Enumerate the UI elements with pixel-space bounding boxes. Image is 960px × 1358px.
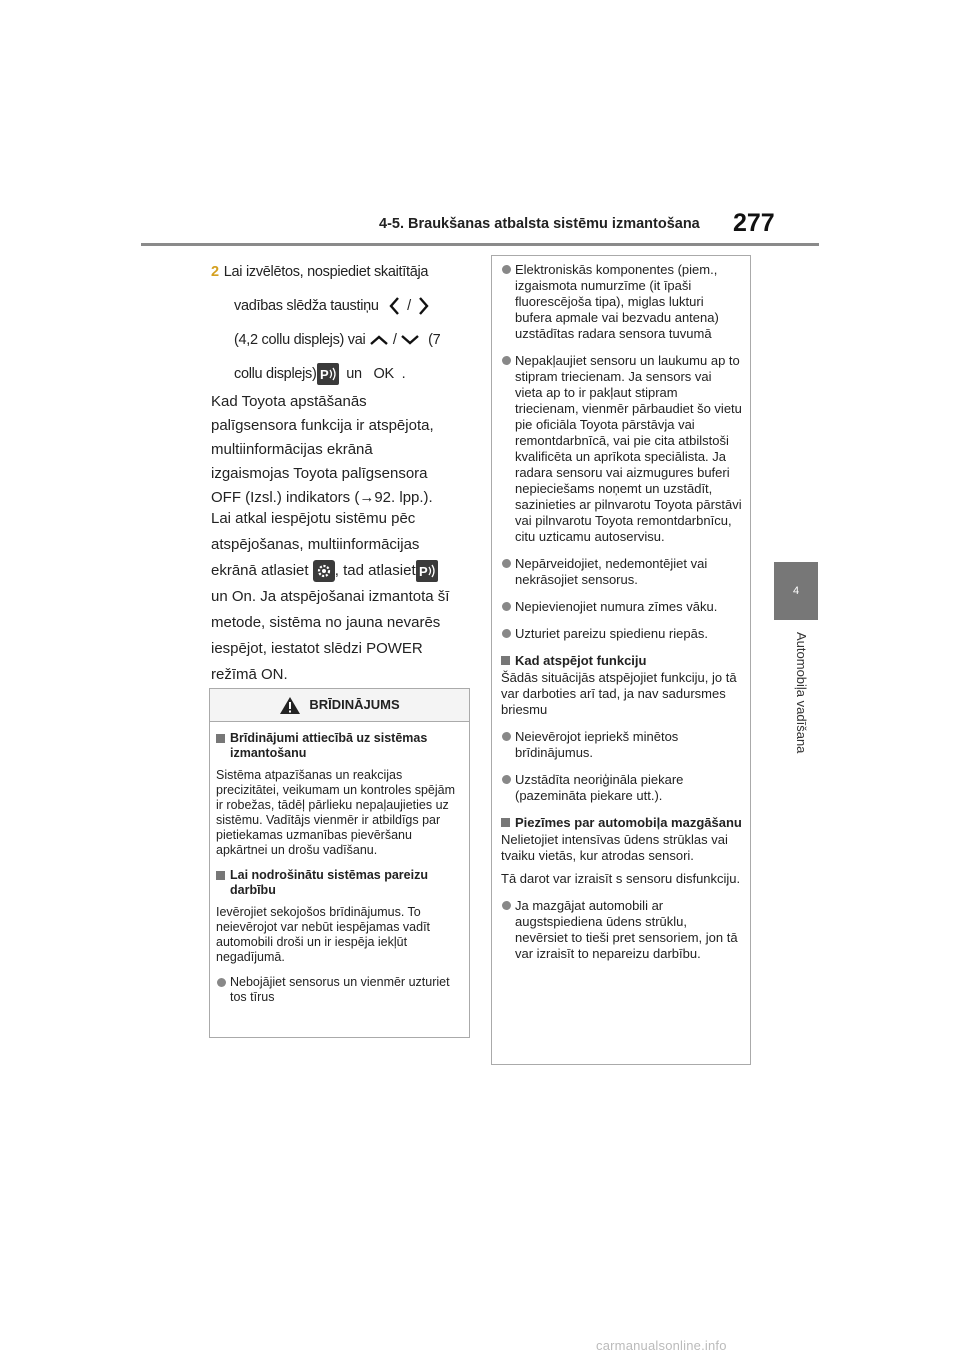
step-line4-un: un (346, 366, 362, 382)
paragraph-reenable (211, 506, 469, 688)
svg-text:P: P (418, 564, 428, 580)
note-bullet: Uzstādīta neoriģināla piekare (pazemināta piekare utt.). (501, 772, 742, 804)
page-number: 277 (733, 209, 775, 237)
para2-line: Lai atkal iespējotu sistēmu pēc (211, 510, 416, 527)
note-text: Nelietojiet intensīvas ūdens strūklas vai tvaiku vietās, kur atrodas sensori. (501, 832, 728, 863)
note-bullet: Nepārveidojiet, nedemontējiet vai nekrāsojiet sensorus. (501, 556, 742, 588)
note-bullet: Nepakļaujiet sensoru un laukumu ap to stipram triecienam. Ja sensors vai vieta ap to ir pakļaut stipram triecienam, vienmēr pārbaudiet šo vietu pie oficiāla Toyota pārstāvja vai remontdarbnīcā, vai pie cita atbilstoši kvalificēta un aprīkota speciālista. Ja radara sensoru vai aizmugures buferi nepieciešams noņemt un uzstādīt, sazinieties ar pilnvarotu Toyota pārstāvi vai pilnvarotu Toyota remontdarbnīcu, citu uzticamu autoservisu. (501, 353, 742, 545)
parking-sensor-icon (317, 363, 339, 385)
ok-button-label: OK (373, 366, 394, 382)
warning-text: Ievērojiet sekojošos brīdinājumus. To neievērojot var nebūt iespējamas vadīt automobili droši un ir iespēja iekļūt negadījumā. (216, 905, 431, 964)
note-bullet: Uzturiet pareizu spiedienu riepās. (501, 626, 742, 642)
warning-text: Sistēma atpazīšanas un reakcijas precizitātei, veikumam un kontroles spējām ir robežas, tādēļ pārlieku nepaļaujieties uz sistēmu. Vadītājs vienmēr ir atbildīgs par pietiekamas uzmanības pievēršanu apkārtnei un drošu vadīšanu. (216, 768, 455, 857)
svg-text:P: P (319, 367, 328, 383)
para1-line: Kad Toyota apstāšanās (211, 393, 367, 410)
note-bullet: Ja mazgājat automobili ar augstspiediena ūdens strūklu, nevērsiet to tieši pret sensoriem, jon tā var izraisīt to nepareizu darbību. (501, 898, 742, 962)
chapter-label: Automobiļa vadīšana (794, 632, 809, 754)
right-notes-box (491, 255, 751, 1065)
para2-text: , tad atlasiet (334, 562, 416, 579)
para1-line: OFF (Izsl.) indikators (→92. lpp.). (211, 489, 433, 506)
warning-box (209, 688, 470, 1038)
para1-line: palīgsensora funkcija ir atspējota, (211, 417, 434, 434)
para2-line: atspējošanas, multiinformācijas (211, 536, 420, 553)
para1-line: multiinformācijas ekrānā (211, 441, 373, 458)
para2-text: ekrānā atlasiet (211, 562, 309, 579)
header-divider (141, 243, 819, 246)
para1-line: izgaismojas Toyota palīgsensora (211, 465, 428, 482)
para2-line: un On. Ja atspējošanai izmantota šī (211, 588, 450, 605)
chevron-left-icon (388, 296, 400, 316)
step-2 (211, 255, 469, 391)
warning-heading: Brīdinājumi attiecībā uz sistēmas izmantošanu (216, 731, 464, 761)
note-text: Tā darot var izraisīt s sensoru disfunkciju. (501, 871, 741, 886)
separator-slash: / (407, 298, 411, 314)
para2-line: režīmā ON. (211, 666, 288, 683)
step-line2: vadības slēdža taustiņu (234, 298, 379, 314)
para2-line: metode, sistēma no jauna nevarēs (211, 614, 441, 631)
warning-bullet: Nebojājiet sensorus un vienmēr uzturiet tos tīrus (216, 975, 464, 1005)
warning-heading: Lai nodrošinātu sistēmas pareizu darbību (216, 868, 464, 898)
warning-title: BRĪDINĀJUMS (309, 697, 400, 712)
note-bullet: Nepievienojiet numura zīmes vāku. (501, 599, 742, 615)
chapter-tab[interactable] (774, 562, 818, 620)
watermark-text: carmanualsonline.info (596, 1338, 727, 1353)
chevron-down-icon (400, 334, 420, 346)
para2-line (211, 558, 469, 584)
chevron-right-icon (418, 296, 430, 316)
warning-header (210, 689, 469, 722)
step-line1: Lai izvēlētos, nospiediet skaitītāja (223, 264, 429, 280)
note-heading: Piezīmes par automobiļa mazgāšanu (501, 815, 742, 831)
step-line4: collu displejs) (234, 366, 317, 382)
note-bullet: Elektroniskās komponentes (piem., izgaismota numurzīme (it īpaši fluorescējoša tipa), miglas lukturi bufera apmale vai bezvadu antena) uzstādītas radara sensora tuvumā (501, 262, 742, 342)
gear-icon (313, 560, 335, 582)
step-line3: (4,2 collu displejs) vai (234, 332, 366, 348)
chevron-up-icon (369, 334, 389, 346)
note-bullet: Neievērojot iepriekš minētos brīdinājumus. (501, 729, 742, 761)
note-text: Šādās situācijās atspējojiet funkciju, jo tā var darboties arī tad, ja nav sadursmes briesmu (501, 670, 737, 717)
step-line4-end: . (401, 366, 406, 382)
separator-slash: / (392, 332, 397, 348)
para2-line: iespējot, iestatot slēdzi POWER (211, 640, 423, 657)
warning-triangle-icon (279, 696, 301, 715)
paragraph-sensor-off (211, 390, 469, 510)
parking-sensor-icon (416, 560, 438, 582)
section-title: 4-5. Braukšanas atbalsta sistēmu izmantošana (379, 216, 700, 232)
note-heading: Kad atspējot funkciju (501, 653, 742, 669)
step-line3-end: (7 (428, 332, 441, 348)
chapter-number: 4 (792, 585, 800, 597)
step-number: 2 (211, 264, 219, 280)
